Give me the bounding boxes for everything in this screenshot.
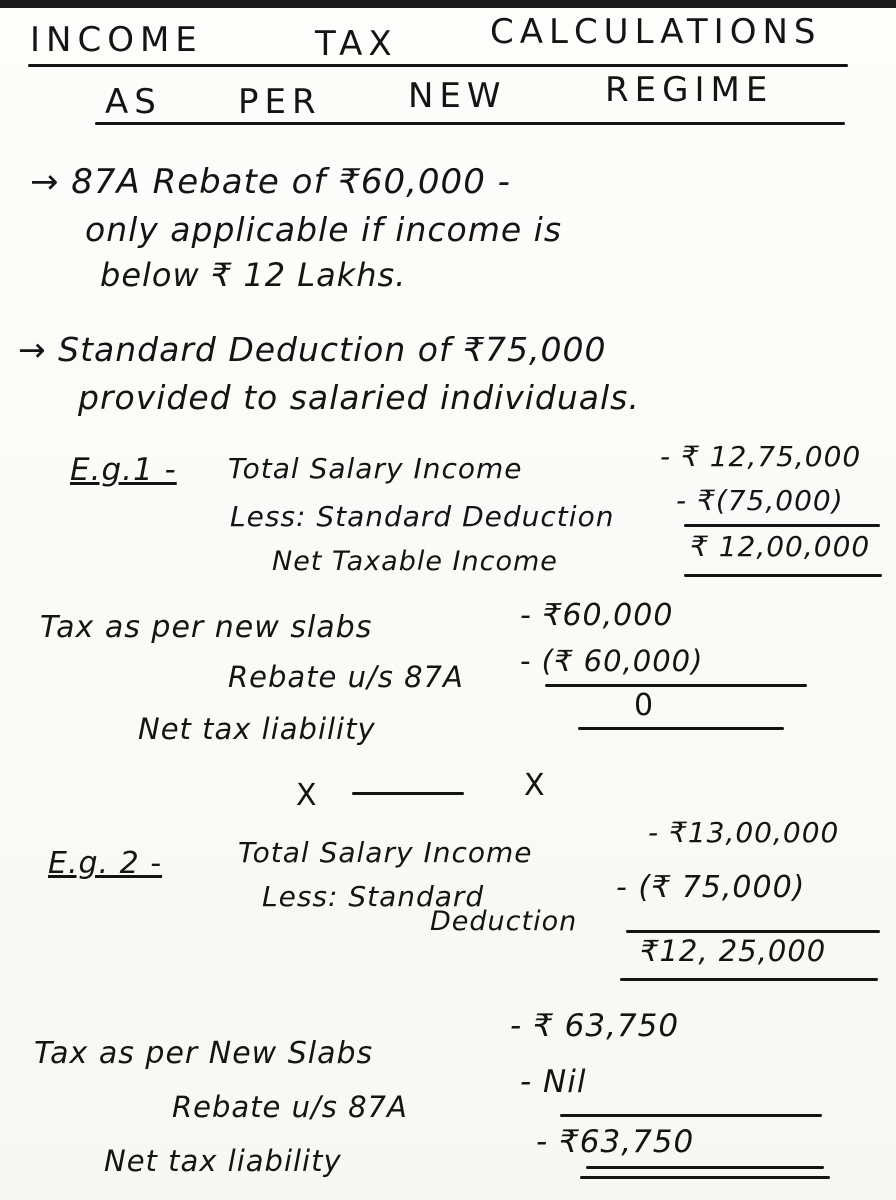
- title-word-tax: TAX: [315, 24, 398, 64]
- example1-tax-row1-value: - ₹60,000: [520, 598, 674, 633]
- point2-line1: → Standard Deduction of ₹75,000: [18, 330, 607, 369]
- title-word-per: PER: [238, 82, 322, 122]
- point1-line3: below ₹ 12 Lakhs.: [100, 256, 407, 294]
- example1-rule-3: [545, 684, 807, 687]
- example2-row2-value: - (₹ 75,000): [616, 870, 806, 905]
- example2-tax-row1-label: Tax as per New Slabs: [34, 1036, 374, 1071]
- example2-row3-value: ₹12, 25,000: [640, 934, 827, 968]
- example2-tax-row1-value: - ₹ 63,750: [510, 1008, 680, 1044]
- example1-rule-4: [578, 727, 784, 730]
- example2-rule-2: [620, 978, 878, 981]
- title-underline-1: [28, 64, 848, 67]
- example2-rule-3: [560, 1114, 822, 1117]
- example1-row2-label: Less: Standard Deduction: [230, 500, 615, 533]
- example1-tax-row2-value: - (₹ 60,000): [520, 644, 704, 678]
- example2-row1-label: Total Salary Income: [238, 836, 533, 869]
- page-edge: [0, 0, 896, 8]
- example1-row1-label: Total Salary Income: [228, 452, 523, 485]
- example2-rule-4: [586, 1166, 824, 1169]
- example1-rule-2: [684, 574, 882, 577]
- title-underline-2: [95, 122, 845, 125]
- example1-tax-row1-label: Tax as per new slabs: [40, 610, 373, 645]
- example2-row2-label2: Deduction: [430, 906, 578, 937]
- example1-label: E.g.1 -: [70, 452, 177, 488]
- separator-x-left: X: [296, 778, 318, 813]
- example1-row1-value: - ₹ 12,75,000: [660, 440, 862, 473]
- title-word-as: AS: [105, 82, 162, 122]
- point2-line2: provided to salaried individuals.: [78, 378, 640, 417]
- separator-x-right: X: [524, 768, 546, 803]
- title-word-regime: REGIME: [605, 70, 774, 110]
- example2-tax-row3-value: - ₹63,750: [536, 1124, 695, 1160]
- example2-row1-value: - ₹13,00,000: [648, 816, 840, 849]
- example1-tax-row3-value: 0: [634, 688, 655, 723]
- example2-tax-row2-label: Rebate u/s 87A: [172, 1090, 408, 1124]
- example1-row2-value: - ₹(75,000): [676, 484, 844, 517]
- point1-line1: → 87A Rebate of ₹60,000 -: [30, 162, 511, 202]
- example2-tax-row2-value: - Nil: [520, 1064, 587, 1100]
- example2-rule-1: [626, 930, 880, 933]
- example1-row3-label: Net Taxable Income: [272, 546, 558, 577]
- separator-line: [352, 792, 464, 795]
- example2-rule-5: [580, 1176, 830, 1179]
- example1-tax-row2-label: Rebate u/s 87A: [228, 660, 464, 694]
- example1-row3-value: ₹ 12,00,000: [690, 530, 871, 563]
- example1-rule-1: [684, 524, 880, 527]
- example2-label: E.g. 2 -: [48, 846, 163, 881]
- title-word-new: NEW: [408, 76, 507, 116]
- example1-tax-row3-label: Net tax liability: [138, 712, 376, 746]
- example2-row2-label: Less: Standard: [262, 880, 485, 913]
- example2-tax-row3-label: Net tax liability: [104, 1144, 342, 1178]
- title-word-calculations: CALCULATIONS: [490, 12, 822, 52]
- point1-line2: only applicable if income is: [85, 210, 563, 249]
- title-word-income: INCOME: [30, 20, 203, 60]
